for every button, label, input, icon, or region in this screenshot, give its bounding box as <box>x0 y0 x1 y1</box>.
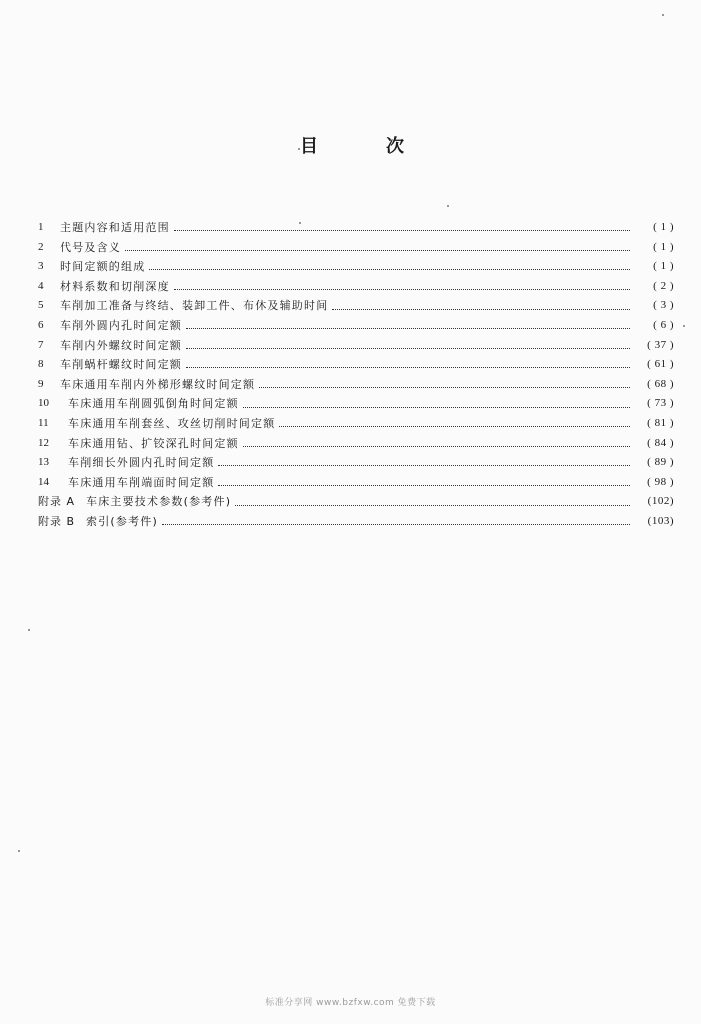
toc-entry-page: ( 98 ) <box>647 475 674 488</box>
page-title-part-1: 目 <box>300 136 319 157</box>
toc-entry-number: 5 <box>38 299 44 312</box>
toc-dot-leader <box>186 328 630 329</box>
toc-entry-title: 代号及含义 <box>60 240 121 254</box>
toc-entry-number: 1 <box>38 221 44 233</box>
toc-dot-leader <box>125 250 630 251</box>
toc-entry-title: 车削内外螺纹时间定额 <box>60 338 182 352</box>
toc-dot-leader <box>279 426 630 427</box>
toc-dot-leader <box>332 309 630 310</box>
toc-dot-leader <box>174 230 630 231</box>
toc-appendix-a[interactable] <box>38 492 674 512</box>
toc-dot-leader <box>186 348 630 349</box>
toc-entry-14[interactable] <box>38 473 674 493</box>
toc-entry-2[interactable] <box>38 238 674 258</box>
toc-appendix-b[interactable] <box>38 512 674 532</box>
toc-entry-9[interactable] <box>38 375 674 395</box>
toc-entry-page: ( 6 ) <box>653 318 674 331</box>
toc-entry-7[interactable] <box>38 336 674 356</box>
toc-entry-title: 主题内容和适用范围 <box>60 221 170 234</box>
table-of-contents <box>38 218 674 532</box>
toc-entry-page: ( 84 ) <box>647 436 674 449</box>
toc-entry-number: 7 <box>38 338 44 351</box>
toc-entry-title: 车床通用钻、扩铰深孔时间定额 <box>68 436 239 450</box>
scan-speck <box>447 205 449 207</box>
toc-appendix-number: 附录 A <box>38 495 76 509</box>
toc-entry-page: ( 68 ) <box>647 377 674 390</box>
toc-entry-6[interactable] <box>38 316 674 336</box>
toc-entry-page: ( 73 ) <box>647 397 674 410</box>
toc-entry-8[interactable] <box>38 355 674 375</box>
scan-speck <box>28 629 30 631</box>
scan-speck <box>299 222 301 224</box>
toc-entry-page: ( 81 ) <box>647 416 674 429</box>
toc-dot-leader <box>235 505 630 506</box>
toc-entry-title: 车削外圆内孔时间定额 <box>60 318 182 332</box>
toc-entry-title: 索引(参考件) <box>86 514 158 528</box>
toc-entry-title: 车床通用车削内外梯形螺纹时间定额 <box>60 377 256 391</box>
toc-entry-title: 车削蜗杆螺纹时间定额 <box>60 358 182 372</box>
scan-speck <box>298 148 300 150</box>
toc-entry-number: 13 <box>38 456 49 469</box>
toc-entry-5[interactable] <box>38 296 674 316</box>
toc-appendix-number: 附录 B <box>38 514 76 528</box>
toc-entry-number: 4 <box>38 279 44 292</box>
toc-dot-leader <box>259 387 630 388</box>
scan-speck <box>662 14 664 16</box>
toc-entry-4[interactable] <box>38 277 674 297</box>
toc-dot-leader <box>174 289 630 290</box>
toc-entry-title: 车床通用车削套丝、攻丝切削时间定额 <box>68 416 276 430</box>
toc-entry-title: 时间定额的组成 <box>60 260 146 274</box>
toc-entry-number: 2 <box>38 240 44 253</box>
toc-entry-number: 12 <box>38 436 49 449</box>
toc-entry-page: (103) <box>647 514 674 527</box>
toc-entry-number: 11 <box>38 416 49 429</box>
toc-entry-number: 3 <box>38 260 44 273</box>
toc-entry-page: ( 37 ) <box>647 338 674 351</box>
toc-entry-page: ( 1 ) <box>653 260 674 273</box>
page-title <box>0 132 701 158</box>
toc-entry-page: (102) <box>647 495 674 508</box>
toc-dot-leader <box>243 446 630 447</box>
toc-entry-page: ( 3 ) <box>653 299 674 312</box>
toc-entry-number: 14 <box>38 475 49 488</box>
toc-entry-title: 车削加工准备与终结、装卸工件、布休及辅助时间 <box>60 299 329 313</box>
toc-entry-page: ( 1 ) <box>653 240 674 253</box>
toc-entry-page: ( 89 ) <box>647 456 674 469</box>
toc-dot-leader <box>162 524 630 525</box>
toc-dot-leader <box>243 407 630 408</box>
scan-speck <box>18 850 20 852</box>
toc-dot-leader <box>149 269 630 270</box>
toc-entry-title: 车床通用车削圆弧倒角时间定额 <box>68 397 239 411</box>
footer-watermark: 标准分享网 www.bzfxw.com 免费下载 <box>265 998 436 1008</box>
toc-entry-number: 9 <box>38 377 44 390</box>
toc-entry-title: 车床主要技术参数(参考件) <box>86 495 232 509</box>
toc-entry-title: 车床通用车削端面时间定额 <box>68 475 215 489</box>
scan-speck <box>683 325 685 327</box>
toc-entry-3[interactable] <box>38 257 674 277</box>
toc-entry-number: 6 <box>38 318 44 331</box>
toc-entry-11[interactable] <box>38 414 674 434</box>
toc-entry-10[interactable] <box>38 394 674 414</box>
page-title-part-2: 次 <box>386 136 405 157</box>
toc-entry-12[interactable] <box>38 434 674 454</box>
toc-dot-leader <box>218 485 630 486</box>
toc-dot-leader <box>218 465 630 466</box>
toc-entry-title: 材料系数和切削深度 <box>60 279 170 293</box>
toc-entry-title: 车削细长外圆内孔时间定额 <box>68 456 215 470</box>
toc-entry-13[interactable] <box>38 453 674 473</box>
toc-dot-leader <box>186 367 630 368</box>
toc-entry-number: 10 <box>38 397 49 410</box>
toc-entry-number: 8 <box>38 358 44 371</box>
toc-entry-page: ( 61 ) <box>647 358 674 371</box>
toc-entry-page: ( 2 ) <box>653 279 674 292</box>
toc-entry-1[interactable] <box>38 218 674 238</box>
toc-entry-page: ( 1 ) <box>653 221 674 233</box>
